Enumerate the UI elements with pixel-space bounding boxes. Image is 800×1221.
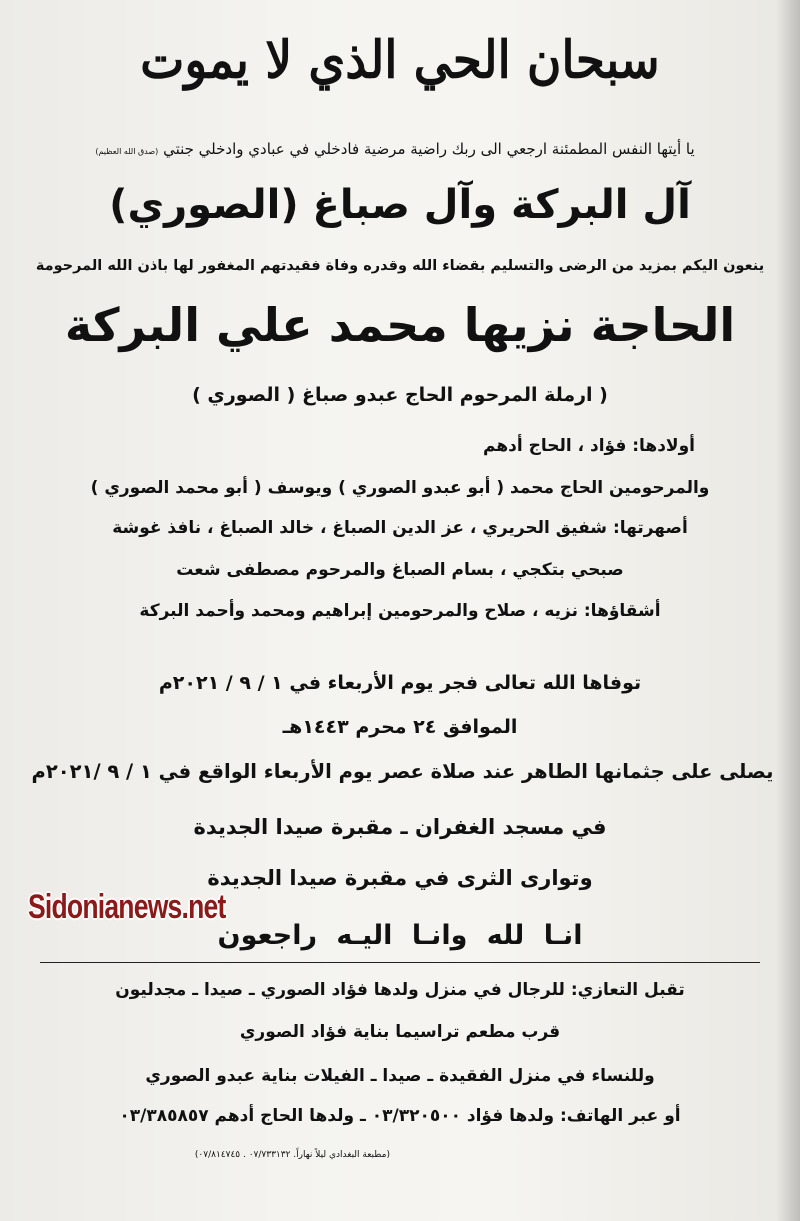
deceased-name: الحاجة نزيها محمد علي البركة xyxy=(64,298,736,352)
widow-of-line: ( ارملة المرحوم الحاج عبدو صباغ ( الصوري ) xyxy=(192,384,608,406)
late-sons-line: والمرحومين الحاج محمد ( أبو عبدو الصوري ) ويوسف ( أبو محمد الصوري ) xyxy=(90,478,710,498)
printer-credit: (مطبعة البغدادي ليلاً نهاراً. ٠٧/٧٣٣١٣٢ . ٠٧/٨١٤٧٤٥) xyxy=(194,1150,390,1160)
in-laws-line-1: أصهرتها: شفيق الحريري ، عز الدين الصباغ ، خالد الصباغ ، نافذ غوشة xyxy=(112,518,688,538)
watermark-logo: Sidonianews.net xyxy=(28,888,226,926)
in-laws-line-2: صبحي بتكجي ، بسام الصباغ والمرحوم مصطفى شعت xyxy=(176,560,624,580)
siblings-line: أشقاؤها: نزيه ، صلاح والمرحومين إبراهيم ومحمد وأحمد البركة xyxy=(139,601,661,621)
family-names: آل البركة وآل صباغ (الصوري) xyxy=(109,182,691,228)
verse-reference: (صدق الله العظيم) xyxy=(95,147,159,156)
burial-line: وتوارى الثرى في مقبرة صيدا الجديدة xyxy=(207,866,593,890)
funeral-prayer-line: يصلى على جثمانها الطاهر عند صلاة عصر يوم الأربعاء الواقع في ١ / ٩ /٢٠٢١م xyxy=(31,760,774,783)
verse-text: يا أيتها النفس المطمئنة ارجعي الى ربك راضية مرضية فادخلي في عبادي وادخلي جنتي xyxy=(163,140,695,158)
section-divider xyxy=(40,962,760,963)
death-date-line: توفاها الله تعالى فجر يوم الأربعاء في ١ / ٩ / ٢٠٢١م xyxy=(158,672,642,694)
closing-phrase: انـا لله وانـا اليـه راجعون xyxy=(217,920,583,951)
condolences-location-line: قرب مطعم تراسيما بناية فؤاد الصوري xyxy=(239,1022,561,1042)
mosque-line: في مسجد الغفران ـ مقبرة صيدا الجديدة xyxy=(193,815,607,839)
condolences-men-line: تقبل التعازي: للرجال في منزل ولدها فؤاد الصوري ـ صيدا ـ مجدليون xyxy=(115,980,685,1000)
condolences-women-line: وللنساء في منزل الفقيدة ـ صيدا ـ الفيلات بناية عبدو الصوري xyxy=(145,1066,655,1086)
calligraphy-header: سبحان الحي الذي لا يموت xyxy=(140,30,660,91)
hijri-date-line: الموافق ٢٤ محرم ١٤٤٣هـ xyxy=(282,716,518,738)
announcement-text: ينعون اليكم بمزيد من الرضى والتسليم بقضاء الله وقدره وفاة فقيدتهم المغفور لها باذن الله المرحومة xyxy=(35,258,765,274)
sons-line: أولادها: فؤاد ، الحاج أدهم xyxy=(483,436,695,456)
condolences-phone-line: أو عبر الهاتف: ولدها فؤاد ٠٣/٣٢٠٥٠٠ ـ ولدها الحاج أدهم ٠٣/٣٨٥٨٥٧ xyxy=(119,1106,681,1126)
quran-verse xyxy=(30,140,760,158)
